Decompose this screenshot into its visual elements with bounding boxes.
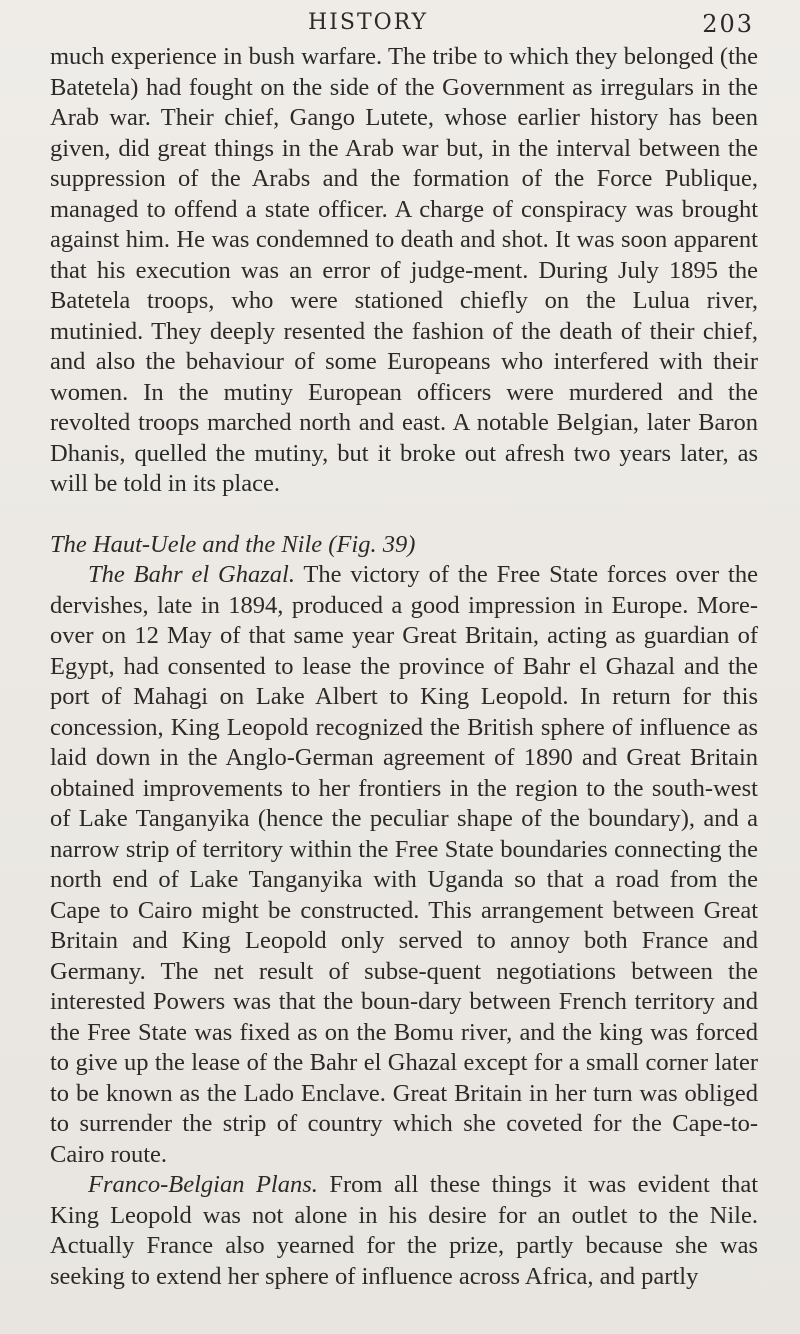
paragraph-lead-franco-belgian: Franco-Belgian Plans.	[88, 1171, 318, 1198]
running-title: HISTORY	[308, 10, 429, 35]
section-heading: The Haut-Uele and the Nile (Fig. 39)	[50, 530, 416, 558]
paragraph-body-bahr-el-ghazal: The victory of the Free State forces over the dervishes, late in 1894, produced a good impression in Europe. More-over on 12 May of that same year Great Britain, acting as guardian of Egypt, had consented to lease the province of Bahr el Ghazal and the port of Mahagi on Lake Albert to King Leopold. In return for this concession, King Leopold recognized the British sphere of influence as laid down in the Anglo-German agreement of 1890 and Great Britain obtained improvements to her frontiers in the region to the south-west of Lake Tanganyika (hence the peculiar shape of the boundary), and a narrow strip of territory within the Free State boundaries connecting the north end of Lake Tanganyika with Uganda so that a road from the Cape to Cairo might be constructed. This arrangement between Great Britain and King Leopold only served to annoy both France and Germany. The net result of subse-quent negotiations between the interested Powers was that the boun-dary between French territory and the Free State was fixed as on the Bomu river, and the king was forced to give up the lease of the Bahr el Ghazal except for a small corner later to be known as the Lado Enclave. Great Britain in her turn was obliged to surrender the strip of country which she coveted for the Cape-to-Cairo route.	[50, 561, 758, 1168]
page-number: 203	[702, 10, 754, 38]
paragraph-franco-belgian-plans	[50, 1170, 758, 1292]
paragraph-body-franco-belgian: From all these things it was evident that King Leopold was not alone in his desire for an outlet to the Nile. Actually France also yearned for the prize, partly because she was seeking to extend her sphere of influence across Africa, and partly	[50, 1171, 758, 1290]
running-head	[50, 0, 758, 42]
paragraph-continued: much experience in bush warfare. The tribe to which they belonged (the Batetela) had fought on the side of the Government as irregulars in the Arab war. Their chief, Gango Lutete, whose earlier history has been given, did great things in the Arab war but, in the interval between the suppression of the Arabs and the formation of the Force Publique, managed to offend a state officer. A charge of conspiracy was brought against him. He was condemned to death and shot. It was soon apparent that his execution was an error of judge-ment. During July 1895 the Batetela troops, who were stationed chiefly on the Lulua river, mutinied. They deeply resented the fashion of the death of their chief, and also the behaviour of some Europeans who interfered with their women. In the mutiny European officers were murdered and the revolted troops marched north and east. A notable Belgian, later Baron Dhanis, quelled the mutiny, but it broke out afresh two years later, as will be told in its place.	[50, 43, 758, 497]
paragraph-lead-bahr-el-ghazal: The Bahr el Ghazal.	[88, 561, 295, 588]
paragraph-bahr-el-ghazal	[50, 560, 758, 1170]
page-body	[50, 42, 758, 1292]
